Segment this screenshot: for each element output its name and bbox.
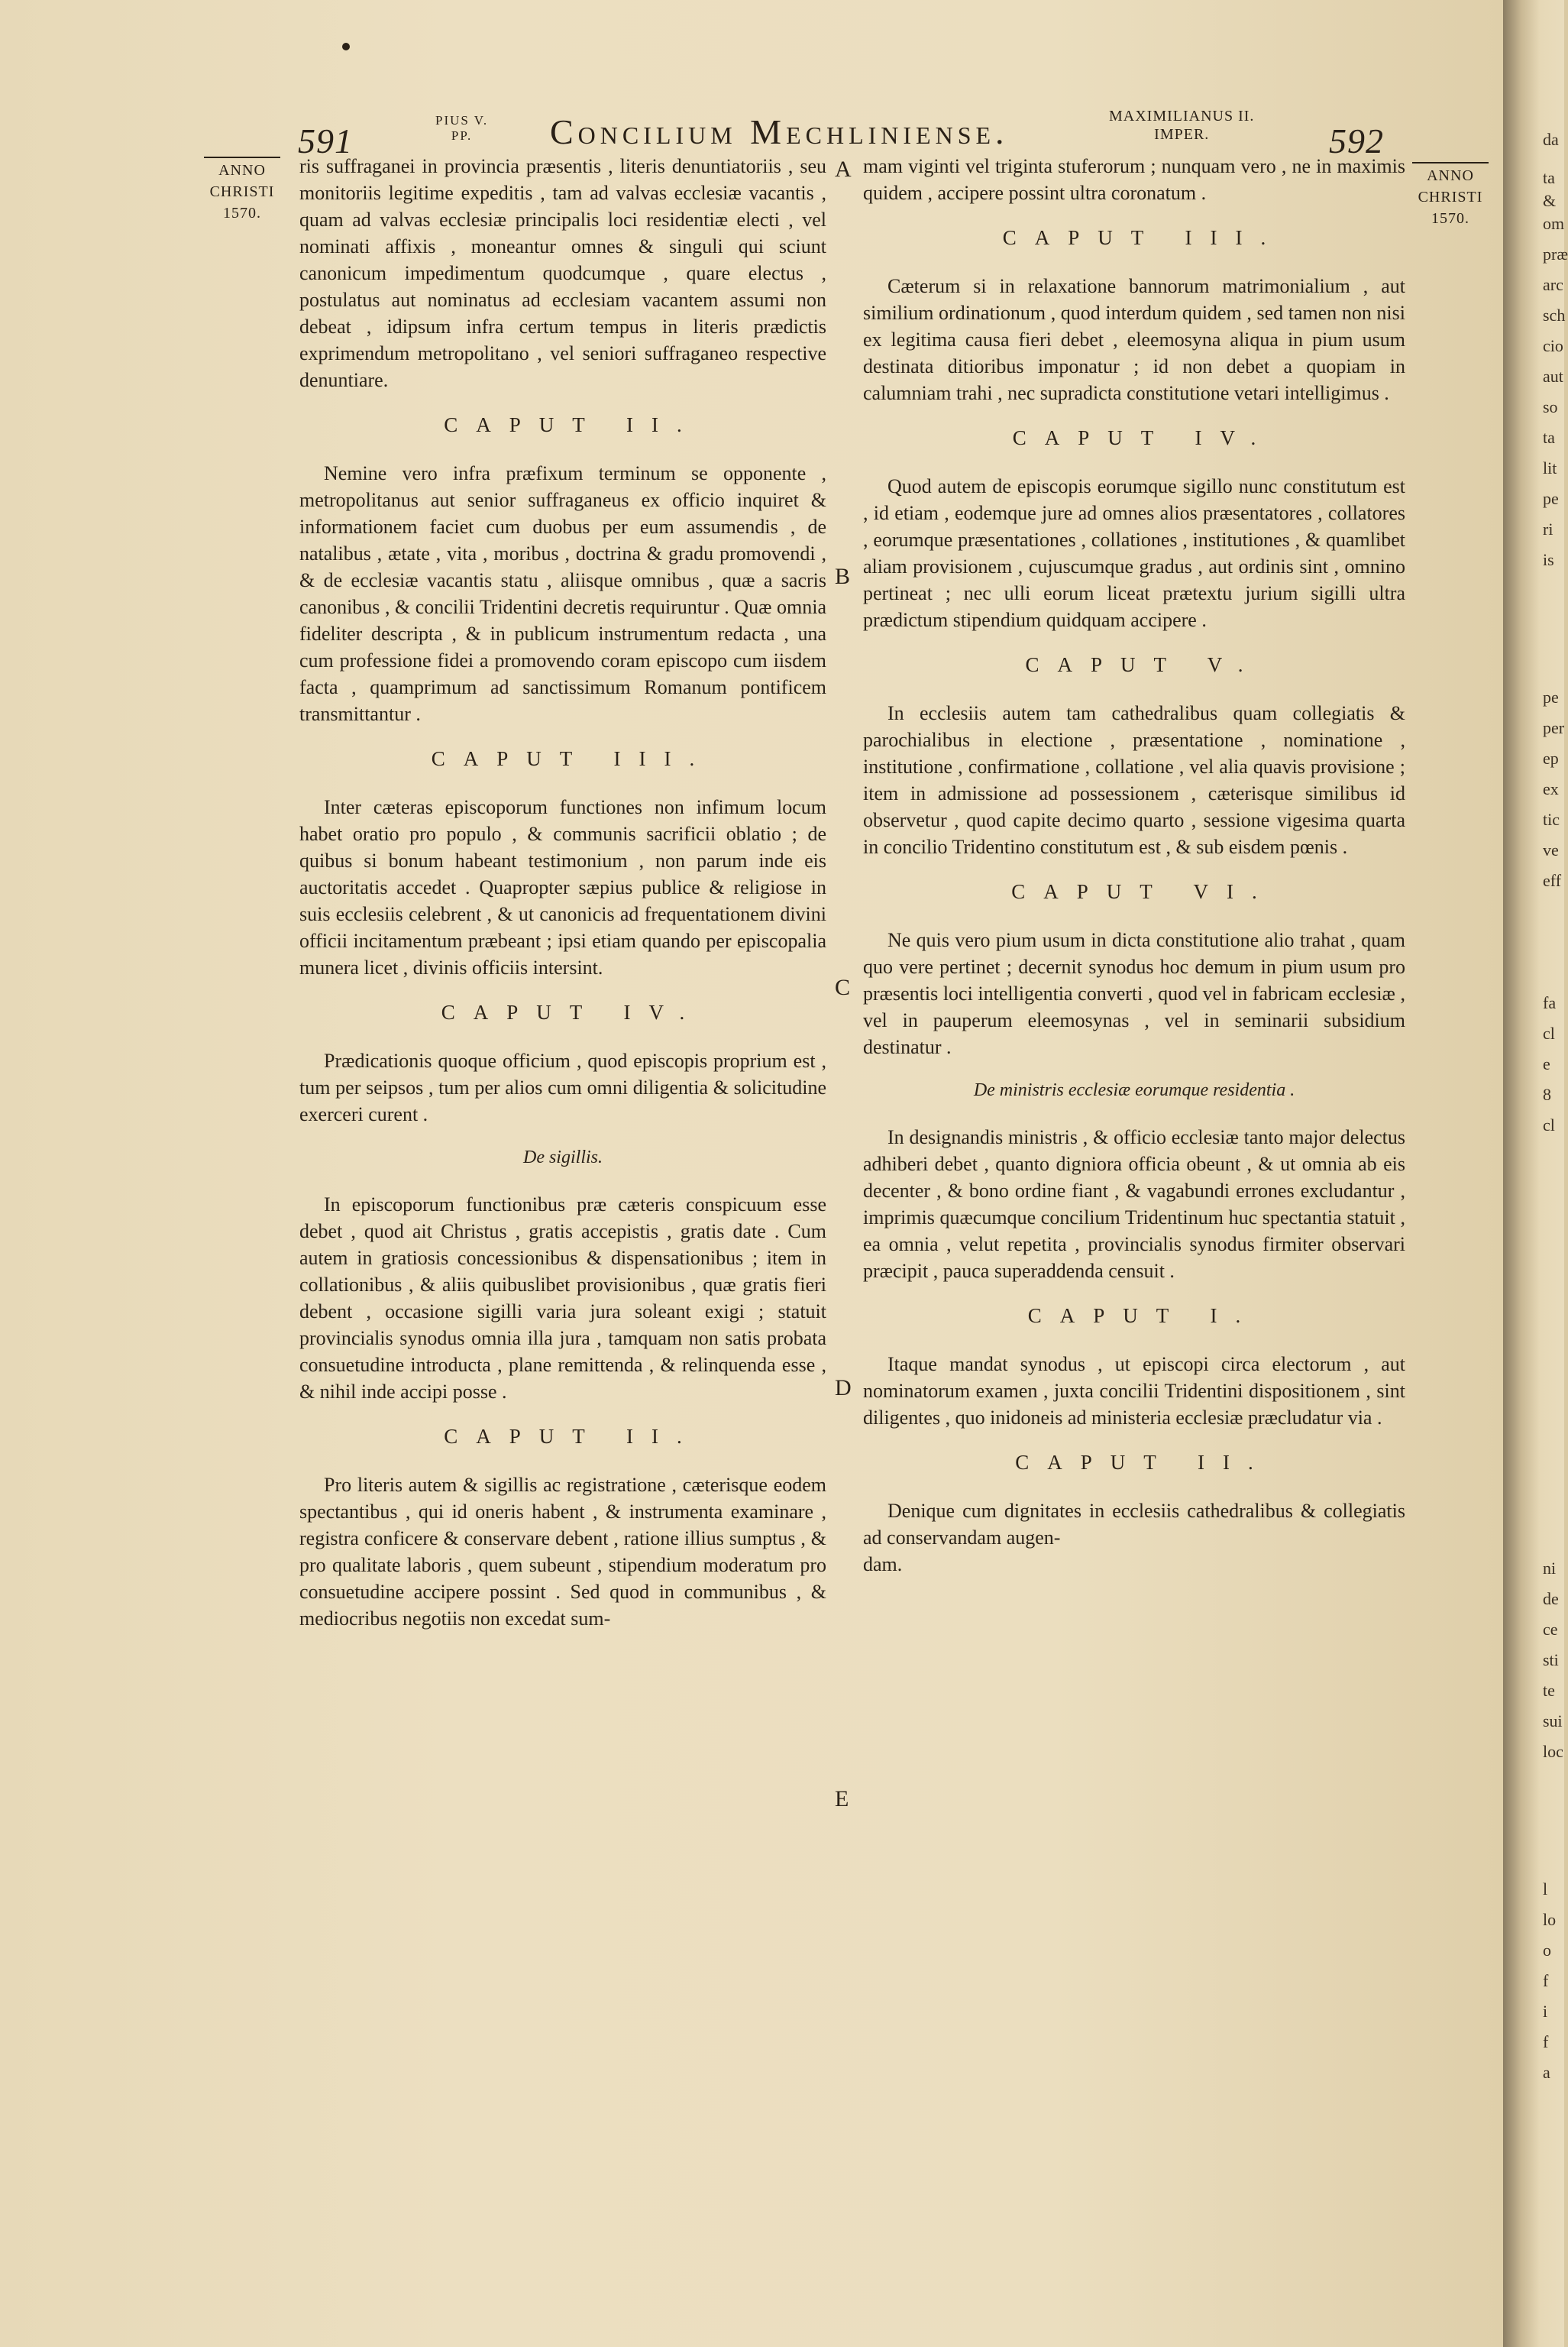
facing-page-fragment: f xyxy=(1543,1971,1549,1990)
emperor-title: IMPER. xyxy=(1154,126,1210,143)
facing-page-edge xyxy=(1503,0,1568,2347)
right-page-number: 592 xyxy=(1329,121,1384,160)
facing-page-fragment: da xyxy=(1543,130,1559,149)
running-head-emperor xyxy=(1109,107,1254,144)
chapter-heading: CAPUT III. xyxy=(431,747,713,770)
left-margin-year-note xyxy=(200,157,284,224)
margin-anno: ANNO xyxy=(218,162,266,179)
chapter-heading: CAPUT II. xyxy=(1015,1451,1272,1474)
facing-page-fragment: te xyxy=(1543,1681,1555,1700)
running-head-pope xyxy=(435,113,488,144)
section-subheading: De sigillis. xyxy=(522,1148,603,1167)
facing-page-fragment: cl xyxy=(1543,1115,1555,1135)
facing-page-fragment: ce xyxy=(1543,1620,1558,1639)
paragraph: Cæterum si in relaxatione bannorum matrimonialium , aut similium ordinationum , quod interdum quidem , sed tamen non nisi ex legitima causa fieri debet , eleemosyna aliqua in pium usum destinata ditioribus imponatur ; id non debet a quopiam in calumniam trahi , nec supradicta constitutione vetari intelligimus . xyxy=(863,275,1405,404)
paragraph: mam viginti vel triginta stuferorum ; nunquam vero , ne in maximis quidem , accipere possint ultra coronatum . xyxy=(863,155,1405,204)
facing-page-fragment: ta xyxy=(1543,168,1555,187)
facing-page-fragment: eff xyxy=(1543,871,1562,890)
chapter-heading: CAPUT III. xyxy=(1002,226,1285,249)
facing-page-fragment: cl xyxy=(1543,1024,1555,1043)
facing-page-fragment: ni xyxy=(1543,1559,1557,1578)
catchword: dam. xyxy=(863,1553,903,1575)
facing-page-fragment: o xyxy=(1543,1941,1551,1960)
margin-christi: CHRISTI xyxy=(1418,189,1483,206)
margin-christi: CHRISTI xyxy=(209,183,275,200)
chapter-heading: CAPUT I. xyxy=(1027,1304,1259,1327)
paragraph: Prædicationis quoque officium , quod episcopis proprium est , tum per seipsos , tum per alios cum omni diligentia & solicitudine exerceri curent . xyxy=(299,1050,826,1125)
facing-page-fragment: de xyxy=(1543,1589,1559,1608)
pope-title: PP. xyxy=(451,128,473,143)
chapter-heading: CAPUT V. xyxy=(1025,653,1262,676)
chapter-heading: CAPUT IV. xyxy=(441,1001,703,1024)
facing-page-fragment: l xyxy=(1543,1879,1548,1899)
paragraph: Quod autem de episcopis eorumque sigillo nunc constitutum est , id etiam , eodemque jure ad omnes alios præsentatores , collatores , eorumque præsentationes , collationes , institutiones , & quamlibet aliam provisionem , cujuscumque gradus , aut ordinis sint , omnino pertineat ; nec ulli eorum liceat prætextu jurium sigilli ultra prædictum stipendium quidquam accipere . xyxy=(863,475,1405,631)
paragraph: In designandis ministris , & officio ecclesiæ tanto major delectus adhiberi debet , quanto digniora officia obeunt , & ut omnia ab eis decenter , & bono ordine fiant , & vagabundi errones excludantur , imprimis quæcumque concilium Tridentinum huc spectantia statuit , ea omnia , velut repetita , provincialis synodus firmiter observari præcipit , pauca superaddenda censuit . xyxy=(863,1126,1405,1282)
ink-spot xyxy=(342,43,350,50)
chapter-heading: CAPUT IV. xyxy=(1012,426,1275,449)
facing-page-fragment: om xyxy=(1543,214,1565,233)
emperor-name: MAXIMILIANUS II. xyxy=(1109,108,1255,125)
facing-page-fragment: lit xyxy=(1543,458,1557,477)
facing-page-fragment: ex xyxy=(1543,779,1559,798)
paragraph: Nemine vero infra præfixum terminum se opponente , metropolitanus aut senior suffraganeus ex officio inquiret & informationem faciet cum duobus per eum assumendis , de natalibus , ætate , vita , moribus , doctrina & gradu promovendi , & de ecclesiæ vacantis statu , aliisque omnibus , quæ a sacris canonibus , & concilii Tridentini decretis requiruntur . Quæ omnia fideliter descripta , & in publicum instrumentum redacta , una cum professione fidei a promovendo coram episcopo cum iisdem facta , quamprimum ad sanctissimum Romanum pontificem transmittantur . xyxy=(299,462,826,725)
facing-page-fragment: arc xyxy=(1543,275,1563,294)
facing-page-fragment: a xyxy=(1543,2063,1550,2082)
paragraph: Inter cæteras episcoporum functiones non infimum locum habet oratio pro populo , & communis sacrificii oblatio ; de quibus si bonum habeant testimonium , non parum inde eis auctoritatis accedet . Quapropter sæpius publice & religiose in suis ecclesiis celebrent , & ut canonicis ad frequentationem divini officii incitamentum præbeant ; ipsi etiam quando per episcopalia munera licet , divinis officiis intersint. xyxy=(299,796,826,979)
margin-year: 1570. xyxy=(223,205,261,222)
margin-rule xyxy=(1412,162,1489,163)
left-page-number: 591 xyxy=(298,121,353,160)
facing-page-fragment: is xyxy=(1543,550,1554,569)
right-column xyxy=(863,153,1405,1578)
chapter-heading: CAPUT II. xyxy=(444,413,700,436)
paragraph: Itaque mandat synodus , ut episcopi circa electorum , aut nominatorum examen , juxta concilii Tridentini dispositionem , sint diligentes , quo inidoneis ad ministeria ecclesiæ præcludatur via . xyxy=(863,1353,1405,1429)
facing-page-fragment: 8 xyxy=(1543,1085,1551,1104)
section-letter-e: E xyxy=(835,1786,849,1811)
facing-page-fragment: aut xyxy=(1543,367,1563,386)
margin-rule xyxy=(204,157,280,158)
facing-page-fragment: i xyxy=(1543,2002,1548,2021)
facing-page-fragment: sch xyxy=(1543,306,1566,325)
facing-page-fragment: tic xyxy=(1543,810,1560,829)
facing-page-fragment: lo xyxy=(1543,1910,1557,1929)
paragraph: Pro literis autem & sigillis ac registratione , cæterisque eodem spectantibus , qui id oneris habent , & instrumenta examinare , registra conficere & conservare debent , ratione illius sumptus , & pro qualitate laboris , quem subeunt , stipendium moderatum pro consuetudine accipere possint . Sed quod in communibus , & mediocribus negotiis non excedat sum- xyxy=(299,1474,826,1630)
section-letter-d: D xyxy=(835,1375,852,1400)
facing-page-fragment: f xyxy=(1543,2032,1549,2051)
facing-page-fragment: ri xyxy=(1543,520,1553,539)
left-column xyxy=(299,153,826,1632)
section-letter-c: C xyxy=(835,975,851,1000)
facing-page-fragment: cio xyxy=(1543,336,1563,355)
pope-name: PIUS V. xyxy=(435,113,489,128)
chapter-heading: CAPUT VI. xyxy=(1011,880,1275,903)
section-letter-a: A xyxy=(835,157,852,182)
facing-page-fragment: loc xyxy=(1543,1742,1563,1761)
facing-page-fragment: per xyxy=(1543,718,1565,737)
paragraph: In episcoporum functionibus præ cæteris conspicuum esse debet , quod ait Christus , gratis accepistis , gratis date . Cum autem in gratiosis concessionibus & dispensationibus ; item in collationibus , & aliis quibuslibet provisionibus , quæ gratis fieri debent , occasione sigilli varia jura soleant exigi ; statuit provincialis synodus omnia illa jura , tamquam non satis probata consuetudine introducta , plane remittenda , & relinquenda esse , & nihil inde accipi posse . xyxy=(299,1193,826,1403)
running-head-title: Concilium Mechliniense. xyxy=(550,112,1009,151)
facing-page-fragment: sti xyxy=(1543,1650,1559,1669)
facing-page-fragment: sui xyxy=(1543,1711,1563,1730)
margin-year: 1570. xyxy=(1431,210,1469,227)
facing-page-fragment: fa xyxy=(1543,993,1557,1012)
chapter-heading: CAPUT II. xyxy=(444,1425,700,1448)
paragraph: In ecclesiis autem tam cathedralibus quam collegiatis & parochialibus in electione , præsentatione , nominatione , institutione , confirmatione , collatione , vel alia quavis provisione ; item in admissione ad possessionem , cæterisque similibus id observetur , quod capite decimo quarto , sessione vigesima quarta in concilio Tridentino constitutum est , & sub eisdem pœnis . xyxy=(863,702,1405,858)
facing-page-fragment: & xyxy=(1543,191,1557,210)
section-subheading: De ministris ecclesiæ eorumque residentia . xyxy=(973,1080,1295,1100)
margin-anno: ANNO xyxy=(1427,167,1474,184)
paragraph: Ne quis vero pium usum in dicta constitutione alio trahat , quam quo vere pertinet ; decernit synodus hoc demum in pium usum pro præsentis loci intelligentia converti , quod vel in fabricam ecclesiæ , vel in pauperum eleemosynas , vel in seminarii subsidium destinatur . xyxy=(863,929,1405,1058)
facing-page-fragment: so xyxy=(1543,397,1558,416)
paragraph: Denique cum dignitates in ecclesiis cathedralibus & collegiatis ad conservandam augen- xyxy=(863,1500,1405,1549)
facing-page-fragment: pe xyxy=(1543,688,1559,707)
facing-page-fragment: ep xyxy=(1543,749,1559,768)
facing-page-fragment: ve xyxy=(1543,840,1559,859)
section-letter-b: B xyxy=(835,564,851,589)
paragraph: ris suffraganei in provincia præsentis , literis denuntiatoriis , seu monitoriis legitime expeditis , tam ad valvas ecclesiæ vacantis , quam ad valvas ecclesiæ principalis loci residentiæ electi , vel nominati affixis , moneantur omnes & singuli qui sciunt canonicum impedimentum quodcumque , quare electus , postulatus aut nominatus ad ecclesiam vacantem assumi non debeat , idipsum infra certum tempus in literis prædictis exprimendum metropolitano , vel seniori suffraganeo respective denuntiare. xyxy=(299,155,826,391)
facing-page-fragment: præ xyxy=(1543,244,1568,264)
facing-page-fragment: ta xyxy=(1543,428,1555,447)
facing-page-fragment: e xyxy=(1543,1054,1550,1073)
facing-page-fragment: pe xyxy=(1543,489,1559,508)
right-margin-year-note xyxy=(1408,162,1492,229)
